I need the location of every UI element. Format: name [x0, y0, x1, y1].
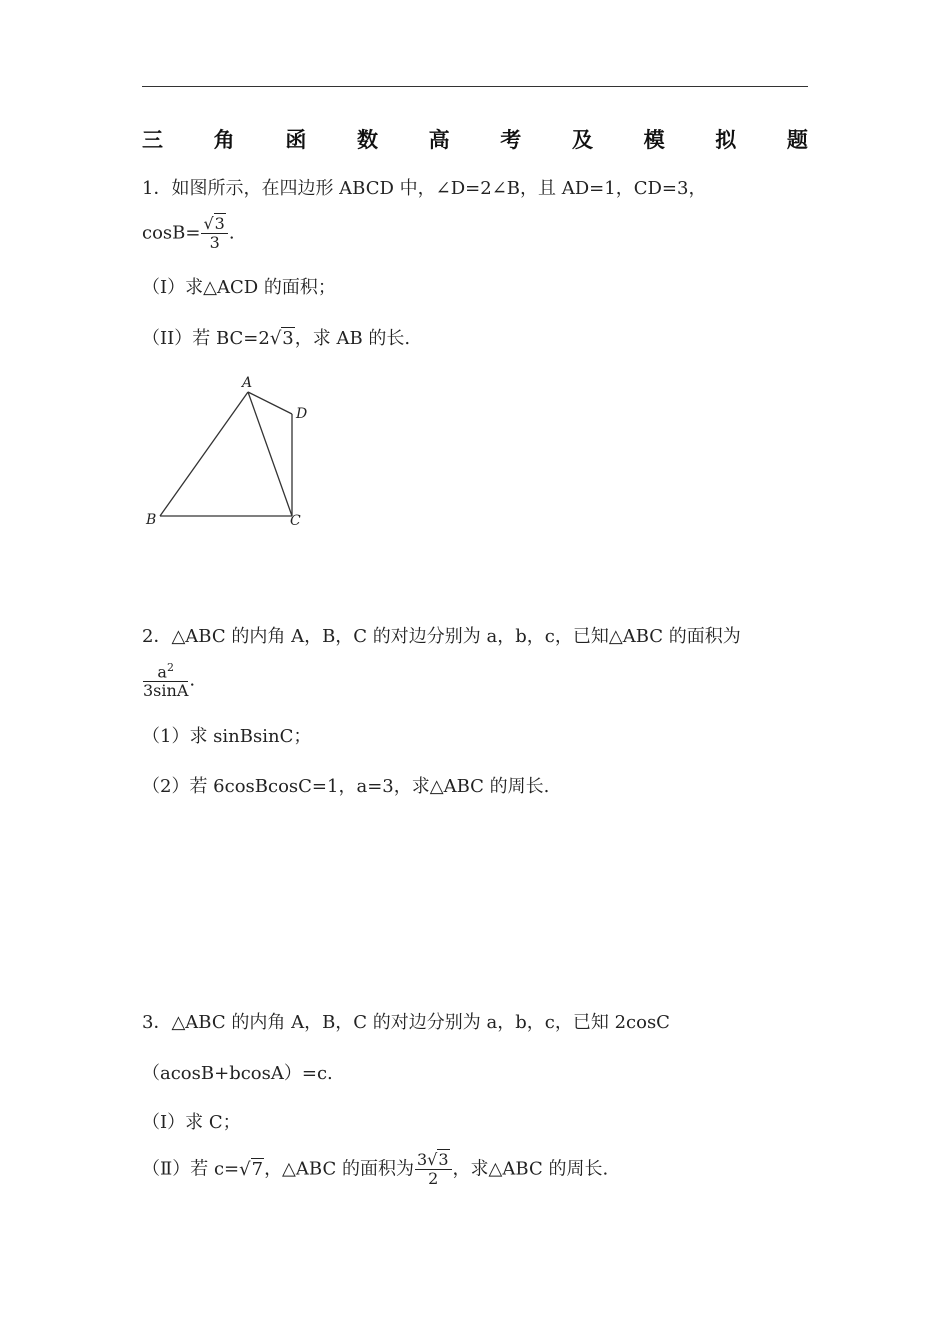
problem-3-part-1: （Ⅰ）求 C；: [142, 1112, 241, 1133]
quadrilateral-figure: [140, 370, 330, 535]
edge-ab: [160, 392, 248, 516]
problem-3-stem-cont: （acosB+bcosA）=c.: [142, 1063, 333, 1084]
vertex-label-d: D: [296, 406, 308, 422]
fraction: $\frac{√3}{3}$: [201, 216, 227, 251]
title-char: 函: [285, 128, 307, 152]
title-char: 题: [786, 128, 808, 152]
title-char: 三: [142, 128, 163, 152]
title-char: 高: [428, 128, 450, 152]
vertex-label-b: B: [146, 512, 157, 528]
vertex-label-a: A: [242, 375, 253, 391]
page-title: [142, 124, 808, 154]
title-char: 拟: [715, 128, 737, 152]
problem-2-area-fraction: $\frac{a^2}{3\sin A}$ .: [143, 661, 196, 701]
problem-3-part-2: （Ⅱ）若 c=√7，△ABC 的面积为 $\frac{3√3}{2}$ ，求△ABC 的周长.: [142, 1150, 609, 1188]
header-rule: [142, 86, 808, 87]
problem-1-part-1: （I）求△ACD 的面积；: [142, 277, 336, 298]
title-char: 模: [643, 128, 665, 152]
problem-1-stem: 1．如图所示，在四边形 ABCD 中，∠D=2∠B，且 AD=1，CD=3，: [142, 178, 707, 199]
problem-2-stem: 2．△ABC 的内角 A，B，C 的对边分别为 a，b，c，已知△ABC 的面积为: [142, 626, 741, 647]
problem-1-given: cosB= $\frac{√3}{3}$ .: [142, 214, 235, 252]
problem-2-part-2: （2）若 6cosBcosC=1，a=3，求△ABC 的周长.: [142, 776, 550, 797]
title-char: 角: [213, 128, 235, 152]
title-char: 及: [571, 128, 593, 152]
problem-2-part-1: （1）求 sinBsinC；: [142, 726, 312, 747]
title-char: 考: [500, 128, 522, 152]
title-char: 数: [356, 128, 378, 152]
problem-3-stem: 3．△ABC 的内角 A，B，C 的对边分别为 a，b，c，已知 2cosC: [142, 1012, 670, 1033]
problem-1-part-2: （II）若 BC=2√3，求 AB 的长.: [142, 328, 411, 349]
vertex-label-c: C: [290, 513, 301, 529]
